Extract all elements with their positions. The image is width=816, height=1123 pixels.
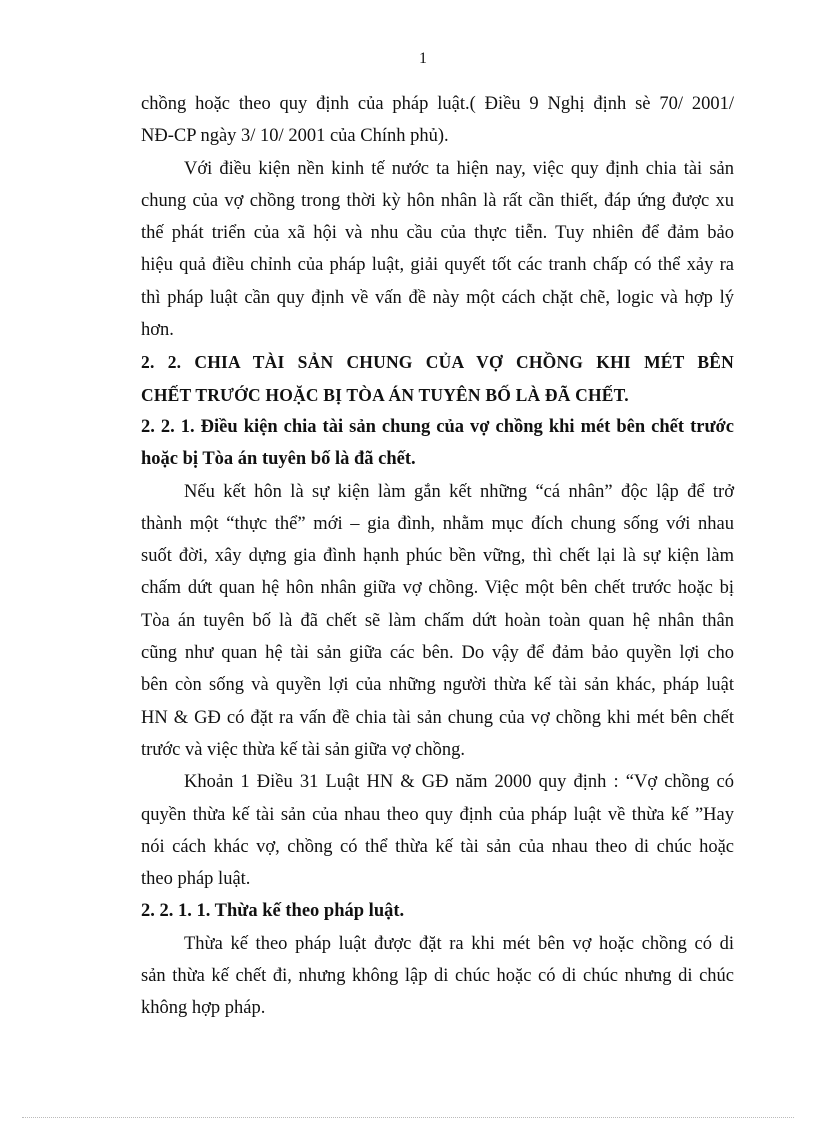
text-line: chung của vợ chồng trong thời kỳ hôn nhân là rất cần thiết, đáp ứng được xu — [141, 190, 734, 211]
section-heading-line: CHẾT TRƯỚC HOẶC BỊ TÒA ÁN TUYÊN BỐ LÀ ĐÃ CHẾT. — [141, 384, 629, 405]
text-line: nói cách khác vợ, chồng có thể thừa kế tài sản của nhau theo di chúc hoặc — [141, 836, 734, 857]
text-line: Nếu kết hôn là sự kiện làm gắn kết những “cá nhân” độc lập để trở — [184, 481, 734, 502]
text-line: cũng như quan hệ tài sản giữa các bên. Do vậy để đảm bảo quyền lợi cho — [141, 643, 734, 664]
text-line: theo pháp luật. — [141, 869, 251, 890]
text-line: thì pháp luật cần quy định về vấn đề này một cách chặt chẽ, logic và hợp lý — [141, 287, 734, 308]
text-line: hơn. — [141, 320, 174, 341]
page-number: 1 — [419, 50, 427, 67]
text-line: thế phát triển của xã hội và nhu cầu của thực tiễn. Tuy nhiên để đảm bảo — [141, 223, 734, 244]
text-line: NĐ-CP ngày 3/ 10/ 2001 của Chính phủ). — [141, 126, 449, 147]
text-line: suốt đời, xây dựng gia đình hạnh phúc bền vững, thì chết lại là sự kiện làm — [141, 546, 734, 567]
text-line: Với điều kiện nền kinh tế nước ta hiện nay, việc quy định chia tài sản — [184, 158, 734, 179]
subheading-line: hoặc bị Tòa án tuyên bố là đã chết. — [141, 449, 416, 470]
text-line: Khoản 1 Điều 31 Luật HN & GĐ năm 2000 quy định : “Vợ chồng có — [184, 772, 734, 793]
text-line: Tòa án tuyên bố là đã chết sẽ làm chấm dứt hoàn toàn quan hệ nhân thân — [141, 610, 734, 631]
document-body — [141, 88, 734, 1025]
text-line: bên còn sống và quyền lợi của những người thừa kế tài sản khác, pháp luật — [141, 675, 734, 696]
text-line: chấm dứt quan hệ hôn nhân giữa vợ chồng. Việc một bên chết trước hoặc bị — [141, 578, 734, 599]
section-heading-line: 2. 2. CHIA TÀI SẢN CHUNG CỦA VỢ CHỒNG KHI MÉT BÊN — [141, 352, 734, 373]
text-line: sản thừa kế chết đi, nhưng không lập di chúc hoặc có di chúc nhưng di chúc — [141, 966, 734, 987]
text-line: chồng hoặc theo quy định của pháp luật.( Điều 9 Nghị định sè 70/ 2001/ — [141, 94, 734, 114]
text-line: hiệu quả điều chỉnh của pháp luật, giải quyết tốt các tranh chấp có thể xảy ra — [141, 255, 734, 276]
page-bottom-border — [22, 1117, 794, 1118]
text-line: Thừa kế theo pháp luật được đặt ra khi mét bên vợ hoặc chồng có di — [184, 933, 734, 954]
text-line: thành một “thực thể” mới – gia đình, nhằm mục đích chung sống với nhau — [141, 513, 734, 534]
subheading-line: 2. 2. 1. Điều kiện chia tài sản chung của vợ chồng khi mét bên chết trước — [141, 416, 734, 437]
subheading-line: 2. 2. 1. 1. Thừa kế theo pháp luật. — [141, 901, 405, 922]
text-line: trước và việc thừa kế tài sản giữa vợ chồng. — [141, 739, 465, 760]
text-line: không hợp pháp. — [141, 998, 266, 1019]
text-line: HN & GĐ có đặt ra vấn đề chia tài sản chung của vợ chồng khi mét bên chết — [141, 707, 734, 728]
text-line: quyền thừa kế tài sản của nhau theo quy định của pháp luật về thừa kế ”Hay — [141, 804, 734, 825]
